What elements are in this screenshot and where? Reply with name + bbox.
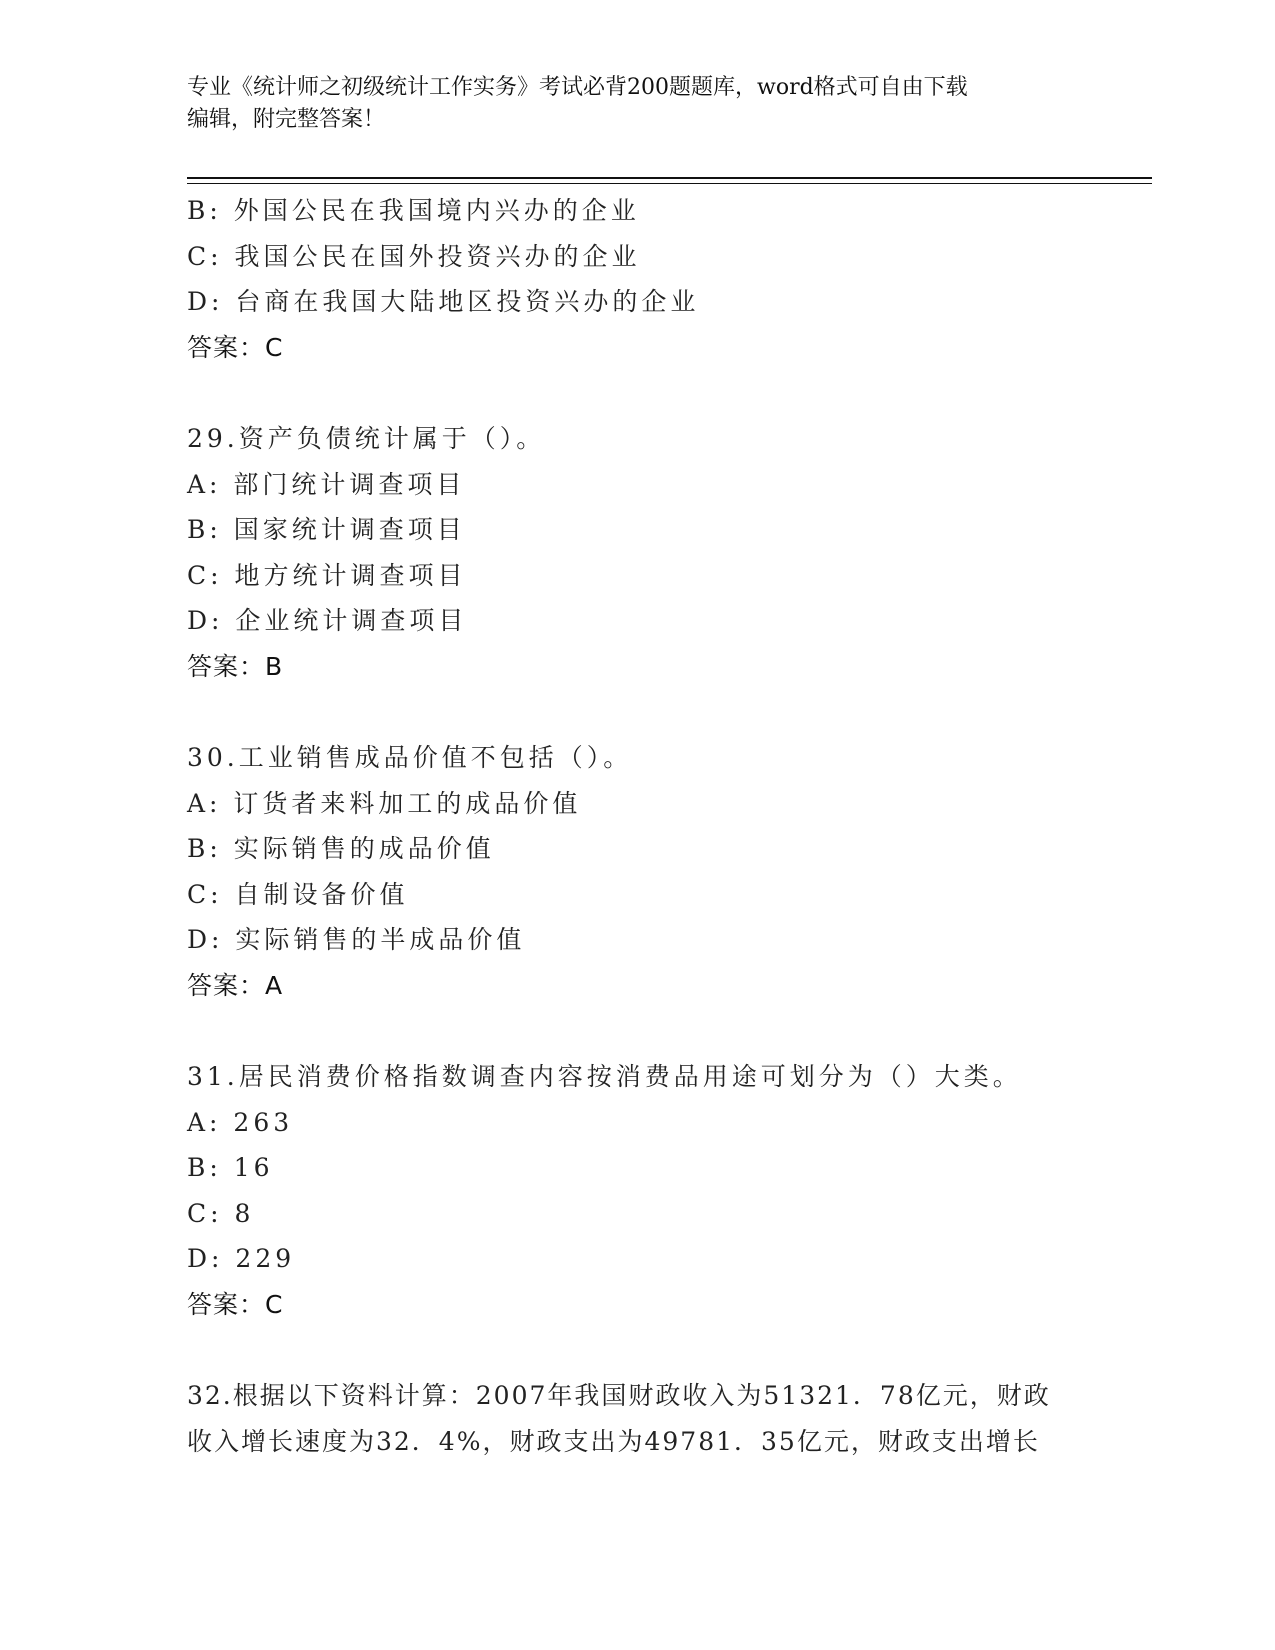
question-spacer — [187, 689, 1127, 735]
header-title-line-1: 专业《统计师之初级统计工作实务》考试必背200题题库，word格式可自由下载 — [187, 75, 968, 100]
question-stem: 31.居民消费价格指数调查内容按消费品用途可划分为（）大类。 — [187, 1062, 1022, 1091]
option-c: C: 8 — [187, 1198, 255, 1228]
header-title-line-2: 编辑，附完整答案！ — [187, 107, 386, 132]
question-list — [187, 188, 1127, 1464]
question-stem: 29.资产负债统计属于（）。 — [187, 424, 546, 453]
question-spacer — [187, 1008, 1127, 1054]
question-31 — [187, 1054, 1127, 1327]
header-divider-thick — [187, 177, 1152, 179]
option-a: A: 订货者来料加工的成品价值 — [187, 788, 582, 818]
option-d: D: 实际销售的半成品价值 — [187, 925, 526, 954]
answer-line: 答案：C — [187, 1289, 284, 1319]
option-c: C: 我国公民在国外投资兴办的企业 — [187, 241, 641, 271]
option-c: C: 地方统计调查项目 — [187, 560, 467, 590]
question-stem: 30.工业销售成品价值不包括（）。 — [187, 743, 633, 772]
question-spacer — [187, 1327, 1127, 1373]
header-divider-thin — [187, 183, 1152, 184]
option-d: D: 企业统计调查项目 — [187, 606, 468, 635]
answer-line: 答案：B — [187, 651, 284, 681]
question-spacer — [187, 370, 1127, 416]
option-d: D: 台商在我国大陆地区投资兴办的企业 — [187, 287, 700, 316]
answer-line: 答案：A — [187, 970, 284, 1000]
option-b: B: 16 — [187, 1153, 274, 1182]
option-a: A: 部门统计调查项目 — [187, 469, 466, 499]
option-c: C: 自制设备价值 — [187, 879, 409, 909]
answer-line: 答案：C — [187, 332, 284, 362]
option-b: B: 实际销售的成品价值 — [187, 834, 495, 863]
page-header — [187, 72, 1087, 136]
option-d: D: 229 — [187, 1244, 296, 1273]
question-29 — [187, 416, 1127, 689]
question-32 — [187, 1373, 1127, 1464]
question-30 — [187, 735, 1127, 1008]
option-b: B: 外国公民在我国境内兴办的企业 — [187, 196, 640, 225]
option-a: A: 263 — [187, 1107, 294, 1137]
question-stem-line-2: 收入增长速度为32．4%，财政支出为49781．35亿元，财政支出增长 — [187, 1426, 1040, 1456]
question-28 — [187, 188, 1127, 370]
question-stem-line-1: 32.根据以下资料计算：2007年我国财政收入为51321．78亿元，财政 — [187, 1381, 1051, 1410]
option-b: B: 国家统计调查项目 — [187, 515, 466, 544]
